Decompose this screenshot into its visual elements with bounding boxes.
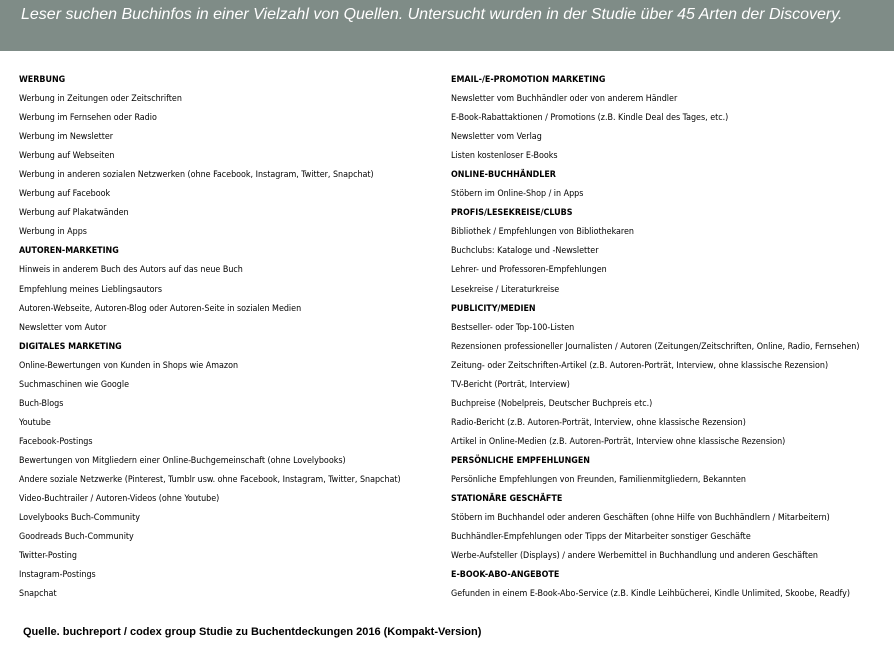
section-heading: STATIONÄRE GESCHÄFTE (451, 494, 563, 505)
section-heading: ONLINE-BUCHHÄNDLER (451, 170, 556, 181)
list-item: Newsletter vom Verlag (451, 132, 542, 143)
banner-title: Leser suchen Buchinfos in einer Vielzahl von Quellen. Untersucht wurden in der Studie über 45 Arten der Discovery. (21, 6, 843, 23)
list-item: Twitter-Posting (19, 551, 77, 562)
list-item: Radio-Bericht (z.B. Autoren-Porträt, Interview, ohne klassische Rezension) (451, 417, 746, 428)
list-item: Newsletter vom Buchhändler oder von anderem Händler (451, 94, 678, 105)
list-item: Werbung auf Plakatwänden (19, 208, 129, 219)
list-item: Instagram-Postings (19, 570, 96, 581)
section-heading: WERBUNG (19, 75, 66, 85)
list-item: Buchpreise (Nobelpreis, Deutscher Buchpreis etc.) (451, 398, 653, 409)
list-item: Werbung in Zeitungen oder Zeitschriften (19, 94, 182, 105)
section-heading: EMAIL-/E-PROMOTION MARKETING (451, 75, 606, 85)
list-item: Bewertungen von Mitgliedern einer Online-Buchgemeinschaft (ohne Lovelybooks) (19, 455, 346, 466)
list-item: Andere soziale Netzwerke (Pinterest, Tumblr usw. ohne Facebook, Instagram, Twitter, Snapchat) (19, 474, 401, 485)
section-heading: DIGITALES MARKETING (19, 341, 122, 352)
right-column (451, 71, 891, 604)
list-item: Hinweis in anderem Buch des Autors auf das neue Buch (19, 265, 243, 276)
list-item: Lesekreise / Literaturkreise (451, 284, 560, 295)
list-item: Buch-Blogs (19, 398, 64, 409)
section-heading: PUBLICITY/MEDIEN (451, 303, 536, 314)
list-item: Stöbern im Online-Shop / in Apps (451, 189, 584, 200)
list-item: Video-Buchtrailer / Autoren-Videos (ohne Youtube) (19, 494, 220, 505)
list-item: Werbung auf Webseiten (19, 151, 115, 162)
list-item: Lovelybooks Buch-Community (19, 513, 140, 524)
list-item: Werbung in Apps (19, 227, 87, 238)
list-item: Youtube (19, 417, 51, 428)
list-item: Buchhändler-Empfehlungen oder Tipps der Mitarbeiter sonstiger Geschäfte (451, 532, 751, 543)
list-item: Autoren-Webseite, Autoren-Blog oder Autoren-Seite in sozialen Medien (19, 303, 302, 314)
section-heading: PROFIS/LESEKREISE/CLUBS (451, 208, 573, 219)
list-item: Gefunden in einem E-Book-Abo-Service (z.B. Kindle Leihbücherei, Kindle Unlimited, Skoobe, Readfy) (451, 589, 850, 600)
list-item: Werbung auf Facebook (19, 189, 111, 200)
list-item: Bestseller- oder Top-100-Listen (451, 322, 575, 333)
list-item: Rezensionen professioneller Journalisten / Autoren (Zeitungen/Zeitschriften, Online, Radio, Fernsehen) (451, 341, 860, 352)
section-heading: AUTOREN-MARKETING (19, 246, 119, 257)
list-item: Empfehlung meines Lieblingsautors (19, 284, 162, 295)
list-item: Persönliche Empfehlungen von Freunden, Familienmitgliedern, Bekannten (451, 474, 746, 485)
section-heading: PERSÖNLICHE EMPFEHLUNGEN (451, 455, 590, 466)
list-item: Stöbern im Buchhandel oder anderen Geschäften (ohne Hilfe von Buchhändlern / Mitarbeitern) (451, 513, 830, 524)
list-item: Lehrer- und Professoren-Empfehlungen (451, 265, 607, 276)
list-item: Listen kostenloser E-Books (451, 151, 558, 162)
title-banner (0, 0, 894, 51)
list-item: Werbung im Newsletter (19, 132, 114, 143)
list-item: Artikel in Online-Medien (z.B. Autoren-Porträt, Interview ohne klassische Rezension) (451, 436, 786, 447)
list-item: Snapchat (19, 589, 57, 600)
section-heading: E-BOOK-ABO-ANGEBOTE (451, 570, 560, 581)
list-item: Goodreads Buch-Community (19, 532, 134, 543)
list-item: Werbe-Aufsteller (Displays) / andere Werbemittel in Buchhandlung und anderen Geschäften (451, 551, 818, 562)
list-item: Newsletter vom Autor (19, 322, 107, 333)
source-note: Quelle. buchreport / codex group Studie zu Buchentdeckungen 2016 (Kompakt-Version) (23, 626, 482, 638)
list-item: Facebook-Postings (19, 436, 93, 447)
list-item: Online-Bewertungen von Kunden in Shops wie Amazon (19, 360, 239, 371)
list-item: Werbung im Fernsehen oder Radio (19, 113, 157, 124)
list-item: Werbung in anderen sozialen Netzwerken (ohne Facebook, Instagram, Twitter, Snapchat) (19, 170, 374, 181)
list-item: Suchmaschinen wie Google (19, 379, 130, 390)
list-item: TV-Bericht (Porträt, Interview) (451, 379, 570, 390)
list-item: E-Book-Rabattaktionen / Promotions (z.B. Kindle Deal des Tages, etc.) (451, 113, 729, 124)
list-item: Bibliothek / Empfehlungen von Bibliothekaren (451, 227, 634, 238)
list-item: Buchclubs: Kataloge und -Newsletter (451, 246, 599, 257)
left-column (19, 71, 439, 604)
list-item: Zeitung- oder Zeitschriften-Artikel (z.B. Autoren-Porträt, Interview, ohne klassische Rezension) (451, 360, 829, 371)
